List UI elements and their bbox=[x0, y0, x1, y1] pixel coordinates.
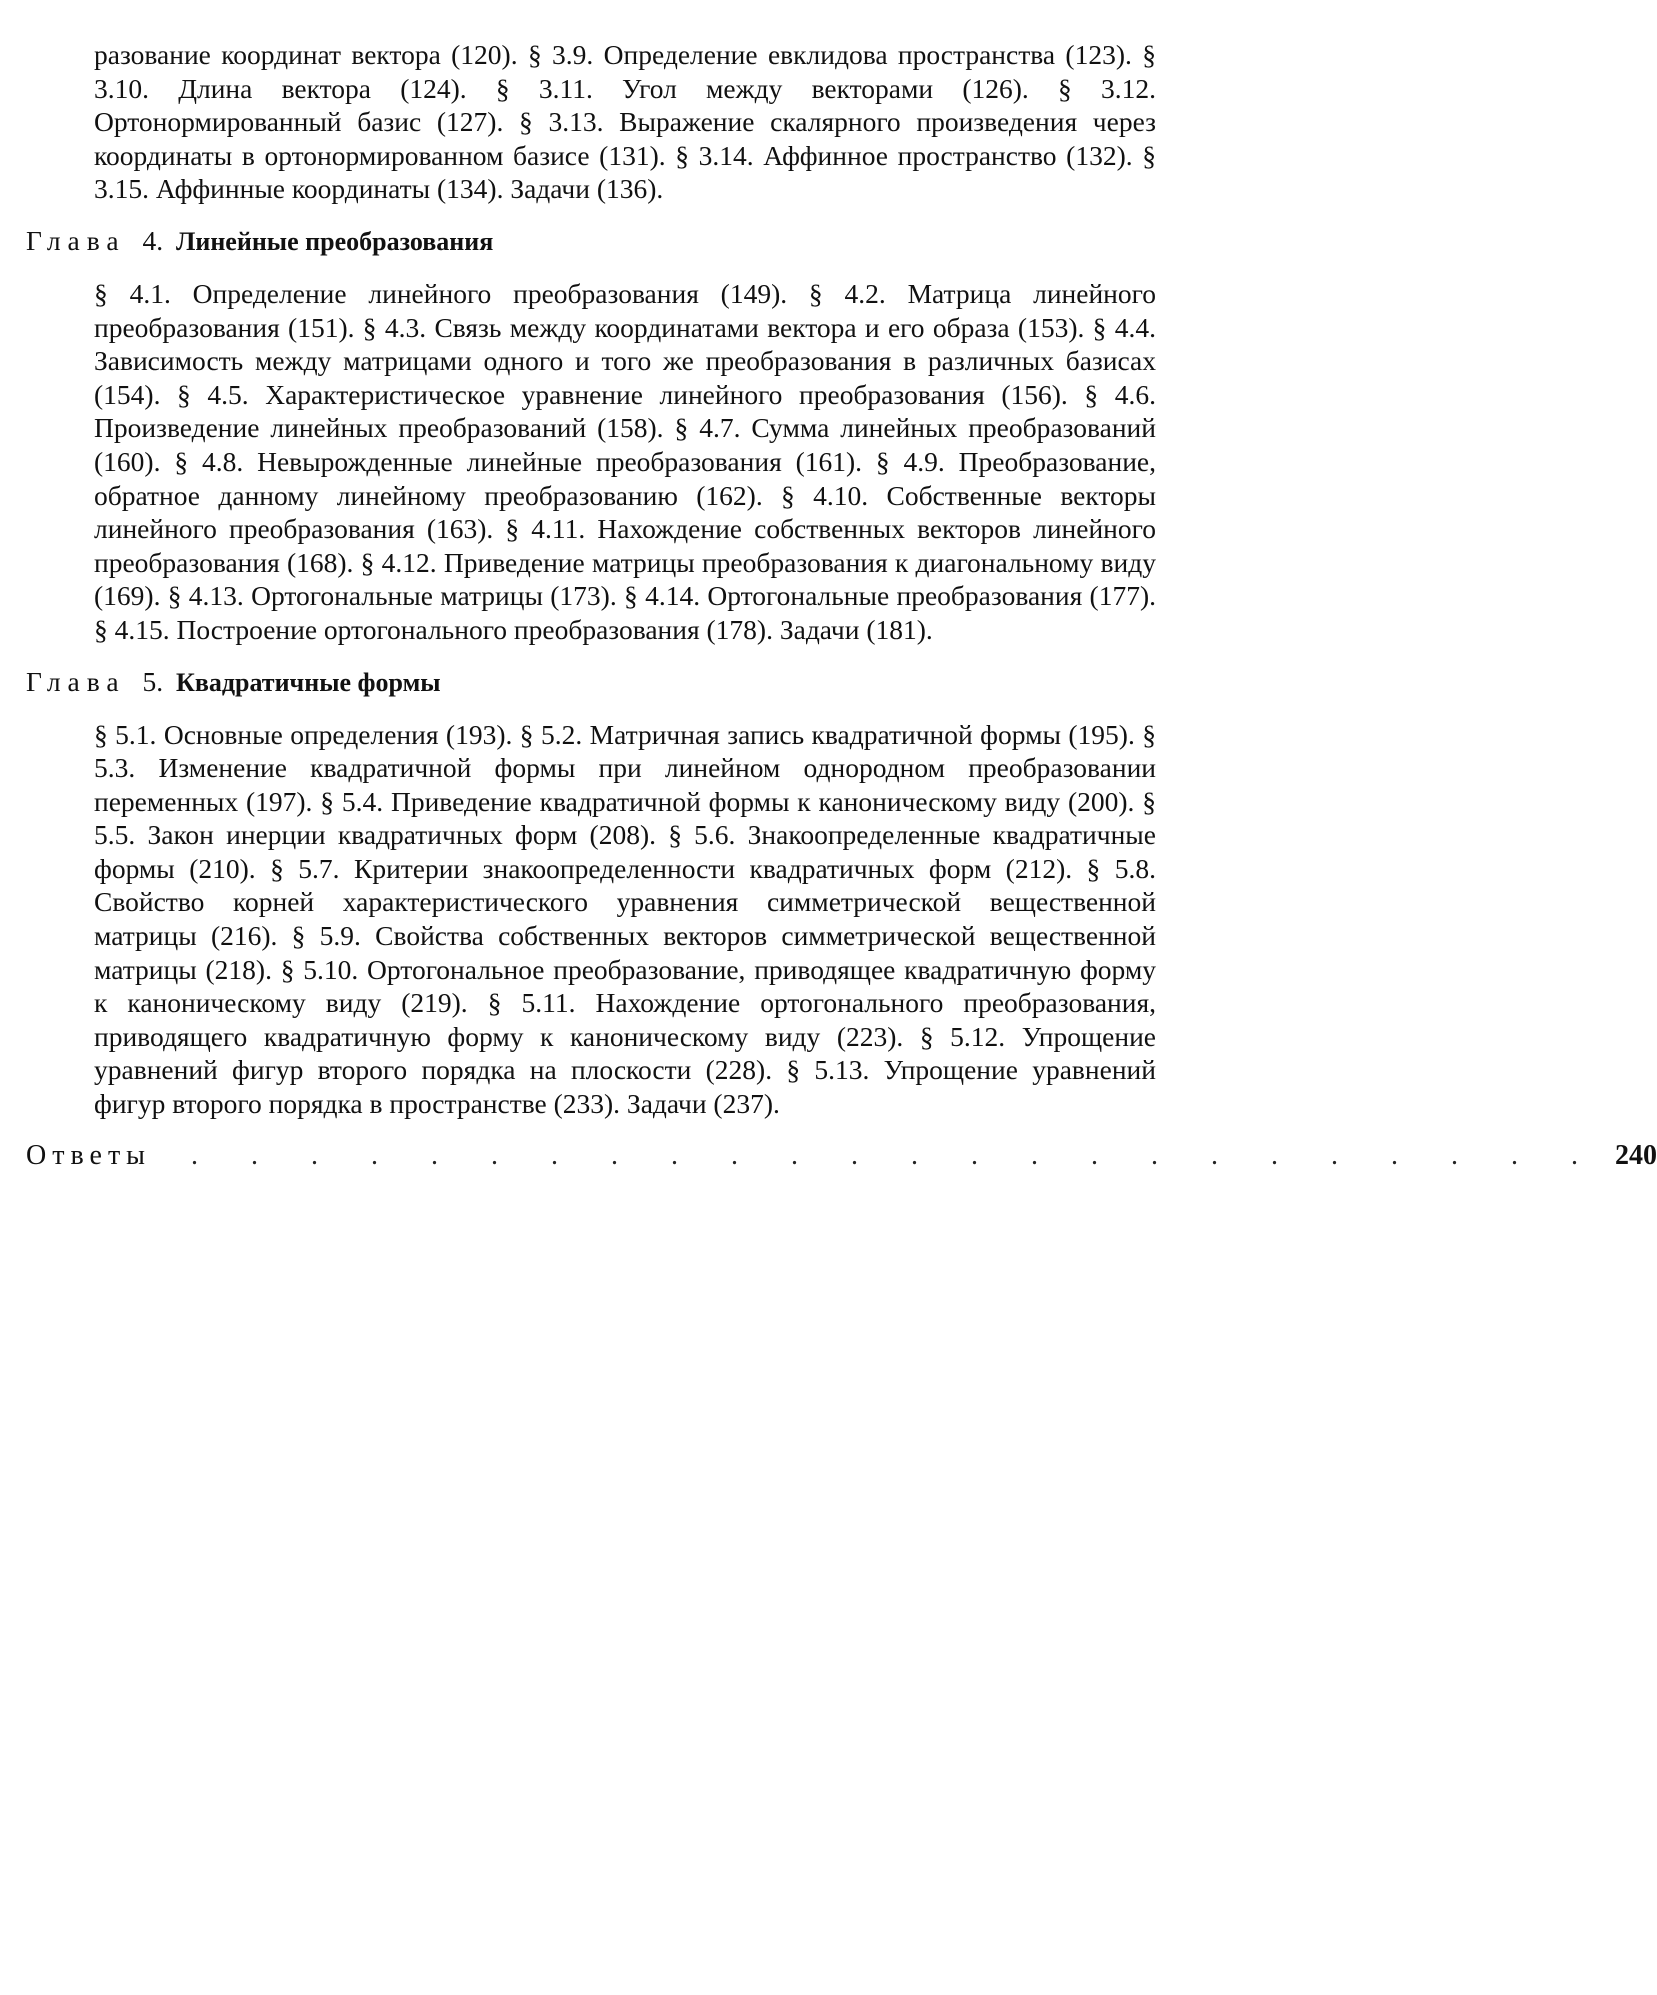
chapter-word: Глава bbox=[26, 224, 126, 256]
chapter-4-contents: § 4.1. Определение линейного преобразования (149). § 4.2. Матрица линейного преобразования (151). § 4.3. Связь между координатами вектора и его образа (153). § 4.4. Зависимость между матрицами одного и того же преобразования в различных базисах (154). § 4.5. Характеристическое уравнение линейного преобразования (156). § 4.6. Произведение линейных преобразований (158). § 4.7. Сумма линейных преобразований (160). § 4.8. Невырожденные линейные преобразования (161). § 4.9. Преобразование, обратное данному линейному преобразованию (162). § 4.10. Собственные векторы линейного преобразования (163). § 4.11. Нахождение собственных векторов линейного преобразования (168). § 4.12. Приведение матрицы преобразования к диагональному виду (169). § 4.13. Ортогональные матрицы (173). § 4.14. Ортогональные преобразования (177). § 4.15. Построение ортогонального преобразования (178). Задачи (181). bbox=[94, 277, 1156, 645]
chapter-3-contents-continuation: разование координат вектора (120). § 3.9. Определение евклидова пространства (123). § 3.10. Длина вектора (124). § 3.11. Угол между векторами (126). § 3.12. Ортонормированный базис (127). § 3.13. Выражение скалярного произведения через координаты в ортонормированном базисе (131). § 3.14. Аффинное пространство (132). § 3.15. Аффинные координаты (134). Задачи (136). bbox=[94, 39, 1156, 205]
chapter-title: Квадратичные формы bbox=[175, 667, 441, 697]
answers-page-number: 240 bbox=[1615, 1139, 1657, 1171]
table-of-contents-page bbox=[26, 38, 1657, 1173]
answers-label: Ответы bbox=[26, 1139, 151, 1171]
chapter-5-heading bbox=[26, 665, 1156, 700]
chapter-word: Глава bbox=[26, 665, 126, 697]
chapter-5-contents: § 5.1. Основные определения (193). § 5.2. Матричная запись квадратичной формы (195). § 5.3. Изменение квадратичной формы при линейном однородном преобразовании переменных (197). § 5.4. Приведение квадратичной формы к каноническому виду (200). § 5.5. Закон инерции квадратичных форм (208). § 5.6. Знакоопределенные квадратичные формы (210). § 5.7. Критерии знакоопределенности квадратичных форм (212). § 5.8. Свойство корней характеристического уравнения симметрической вещественной матрицы (216). § 5.9. Свойства собственных векторов симметрической вещественной матрицы (218). § 5.10. Ортогональное преобразование, приводящее квадратичную форму к каноническому виду (219). § 5.11. Нахождение ортогонального преобразования, приводящего квадратичную форму к каноническому виду (223). § 5.12. Упрощение уравнений фигур второго порядка на плоскости (228). § 5.13. Упрощение уравнений фигур второго порядка в пространстве (233). Задачи (237). bbox=[94, 718, 1156, 1120]
leader-dots: . . . . . . . . . . . . . . . . . . . . . . . . bbox=[191, 1139, 1601, 1171]
chapter-number: 4. bbox=[142, 224, 164, 256]
chapter-number: 5. bbox=[142, 665, 164, 697]
chapter-4-heading bbox=[26, 224, 1156, 259]
answers-entry bbox=[26, 1139, 1657, 1173]
chapter-title: Линейные преобразования bbox=[175, 226, 494, 256]
